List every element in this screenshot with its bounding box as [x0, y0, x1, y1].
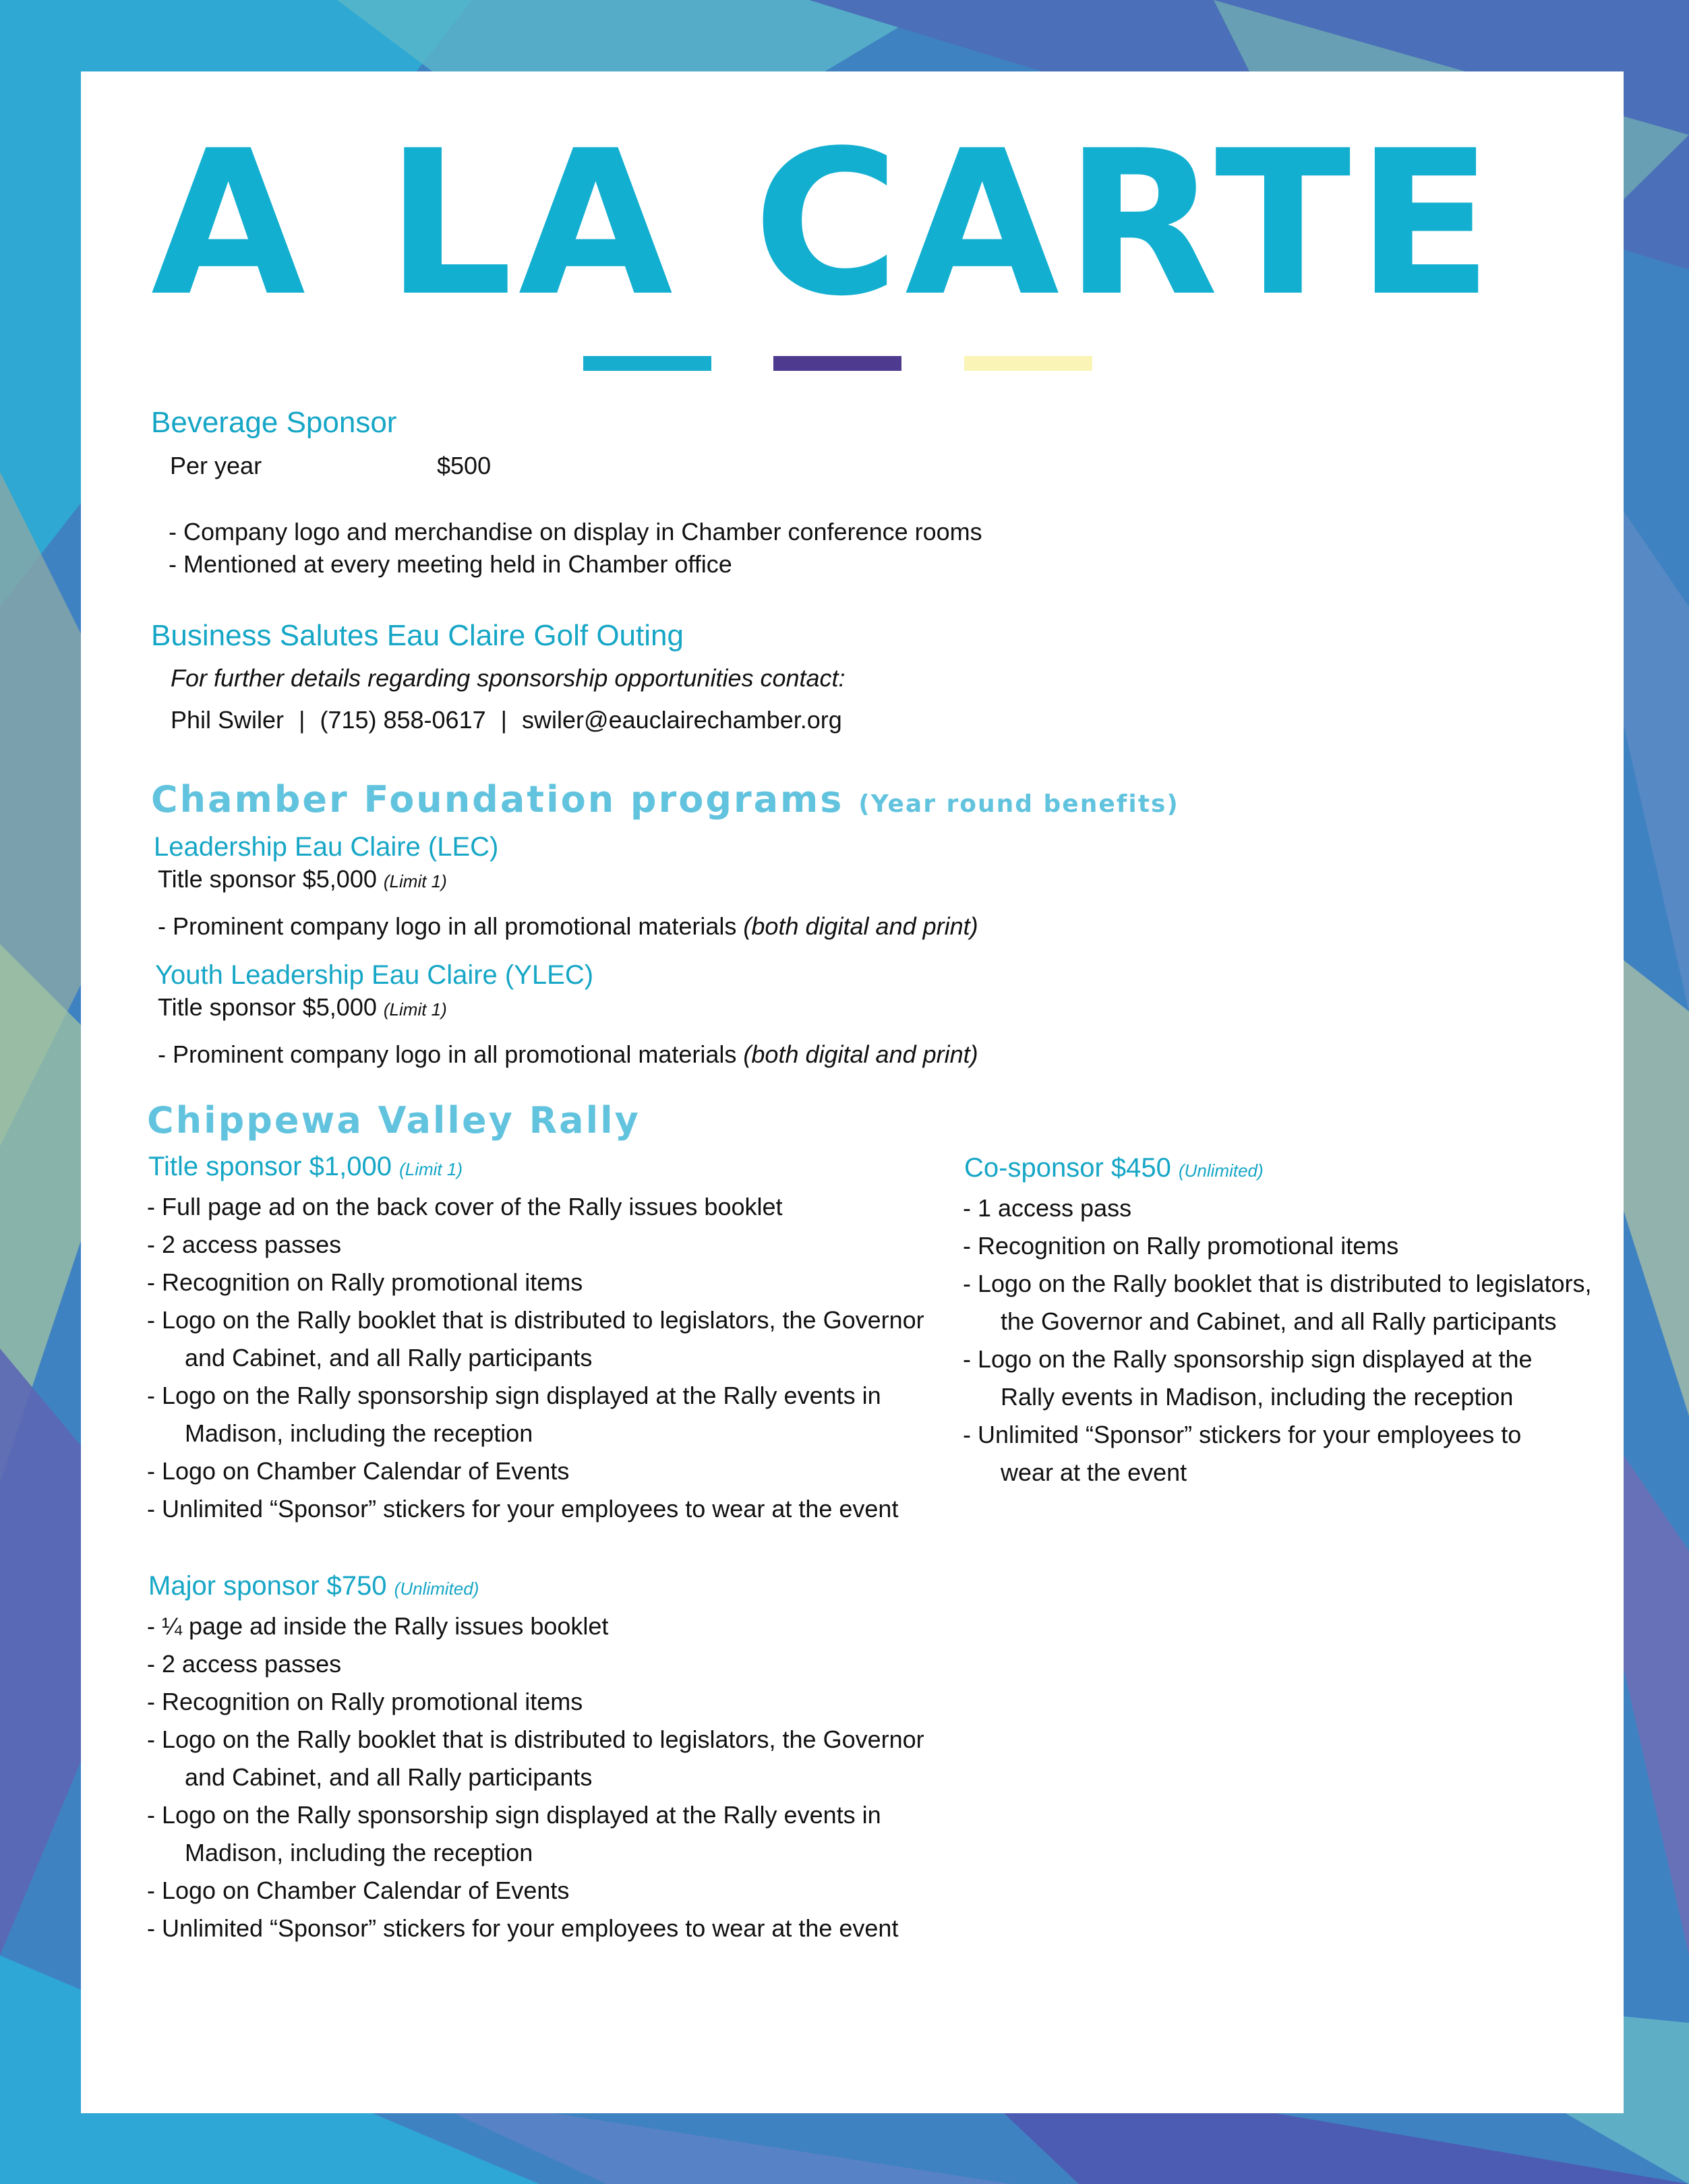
accent-bar-teal: [583, 356, 711, 371]
bullet-text: - Logo on Chamber Calendar of Events: [147, 1877, 570, 1904]
bullet-item: [147, 1910, 924, 1947]
beverage-heading: Beverage Sponsor: [151, 406, 397, 439]
program-name-lec: Leadership Eau Claire (LEC): [154, 832, 499, 862]
rally-heading: Chippewa Valley Rally: [147, 1099, 641, 1142]
bullet-item: [147, 1264, 924, 1301]
bullet-text: - ¼ page ad inside the Rally issues booklet: [147, 1612, 609, 1640]
major-sponsor-items: [147, 1607, 924, 1947]
major-sponsor-note: (Unlimited): [394, 1578, 479, 1599]
bullet-item: [147, 1490, 924, 1528]
program-limit: (Limit 1): [383, 871, 447, 891]
co-sponsor-items: [963, 1189, 1592, 1492]
program-sponsor-price: Title sponsor $5,000: [158, 993, 377, 1021]
bullet-item: [147, 1377, 924, 1452]
foundation-subtitle: (Year round benefits): [858, 790, 1179, 818]
beverage-item: - Company logo and merchandise on display in Chamber conference rooms: [169, 518, 982, 545]
bullet-text-continued: Rally events in Madison, including the reception: [1001, 1383, 1514, 1411]
contact-email: swiler@eauclairechamber.org: [522, 706, 842, 734]
beverage-price: $500: [437, 452, 492, 479]
title-sponsor-items: [147, 1188, 924, 1528]
bullet-item: [147, 1301, 924, 1377]
program-item-text: - Prominent company logo in all promotional materials: [158, 912, 737, 940]
bullet-item: [147, 1796, 924, 1872]
co-sponsor-note: (Unlimited): [1178, 1160, 1264, 1181]
bullet-item: [147, 1226, 924, 1264]
page-title: A LA CARTE: [151, 107, 1498, 340]
major-sponsor-heading: [148, 1571, 479, 1601]
accent-bar-purple: [773, 356, 901, 371]
bullet-text: - 2 access passes: [147, 1231, 342, 1258]
bullet-text: - Logo on the Rally sponsorship sign displayed at the Rally events in: [147, 1801, 881, 1829]
bullet-item: [147, 1721, 924, 1796]
bullet-text: - Logo on the Rally sponsorship sign displayed at the Rally events in: [147, 1382, 881, 1409]
bullet-text: - Logo on the Rally booklet that is distributed to legislators, the Governor: [147, 1306, 924, 1334]
bullet-text: - 1 access pass: [963, 1194, 1132, 1222]
bullet-item: [147, 1188, 924, 1226]
bullet-text-continued: and Cabinet, and all Rally participants: [185, 1763, 593, 1791]
bullet-item: [147, 1452, 924, 1490]
bullet-item: [963, 1265, 1592, 1340]
major-sponsor-label: Major sponsor $750: [148, 1571, 387, 1601]
bullet-item: [147, 1645, 924, 1683]
bullet-text: - Logo on the Rally booklet that is distributed to legislators, the Governor: [147, 1725, 924, 1753]
program-item-lec: [158, 914, 978, 939]
bullet-item: [963, 1189, 1592, 1227]
golf-heading: Business Salutes Eau Claire Golf Outing: [151, 619, 684, 652]
foundation-heading: [151, 778, 1179, 821]
bullet-text: - Recognition on Rally promotional items: [147, 1688, 583, 1715]
co-sponsor-label: Co-sponsor $450: [964, 1153, 1171, 1183]
title-sponsor-note: (Limit 1): [399, 1159, 463, 1179]
bullet-text-continued: and Cabinet, and all Rally participants: [185, 1344, 593, 1371]
bullet-text-continued: wear at the event: [1001, 1458, 1187, 1486]
contact-separator: |: [299, 706, 305, 734]
accent-bar-yellow: [964, 356, 1092, 371]
bullet-item: [963, 1340, 1592, 1416]
contact-separator: |: [500, 706, 507, 734]
title-sponsor-label: Title sponsor $1,000: [148, 1152, 392, 1181]
golf-note: For further details regarding sponsorship opportunities contact:: [171, 664, 846, 692]
program-item-text: - Prominent company logo in all promotional materials: [158, 1040, 737, 1068]
bullet-text: - Recognition on Rally promotional items: [963, 1232, 1399, 1260]
beverage-item: - Mentioned at every meeting held in Chamber office: [169, 550, 732, 578]
bullet-text: - 2 access passes: [147, 1650, 342, 1678]
program-limit: (Limit 1): [383, 999, 447, 1020]
bullet-item: [963, 1227, 1592, 1265]
bullet-text: - Logo on the Rally booklet that is distributed to legislators,: [963, 1270, 1592, 1297]
bullet-item: [963, 1416, 1592, 1492]
bullet-text: - Full page ad on the back cover of the Rally issues booklet: [147, 1193, 783, 1220]
bullet-text: - Unlimited “Sponsor” stickers for your employees to wear at the event: [147, 1914, 899, 1942]
bullet-text: - Recognition on Rally promotional items: [147, 1268, 583, 1296]
bullet-item: [147, 1683, 924, 1721]
program-item-note: (both digital and print): [743, 1040, 978, 1068]
bullet-text: - Unlimited “Sponsor” stickers for your employees to wear at the event: [147, 1495, 899, 1523]
program-sponsor-lec: [158, 867, 447, 891]
bullet-item: [147, 1607, 924, 1645]
bullet-text: - Logo on the Rally sponsorship sign displayed at the: [963, 1345, 1533, 1373]
program-item-note: (both digital and print): [743, 912, 978, 940]
program-name-ylec: Youth Leadership Eau Claire (YLEC): [155, 960, 594, 990]
co-sponsor-heading: [964, 1153, 1264, 1183]
program-sponsor-ylec: [158, 995, 447, 1020]
bullet-text: - Unlimited “Sponsor” stickers for your employees to: [963, 1421, 1522, 1448]
bullet-text-continued: Madison, including the reception: [185, 1419, 533, 1447]
program-sponsor-price: Title sponsor $5,000: [158, 865, 377, 893]
contact-name: Phil Swiler: [171, 706, 285, 734]
program-item-ylec: [158, 1042, 978, 1067]
contact-phone: (715) 858-0617: [320, 706, 486, 734]
foundation-title: Chamber Foundation programs: [151, 778, 844, 821]
beverage-term: Per year: [170, 452, 262, 479]
bullet-item: [147, 1872, 924, 1910]
title-sponsor-heading: [148, 1152, 463, 1182]
bullet-text-continued: Madison, including the reception: [185, 1839, 533, 1866]
bullet-text: - Logo on Chamber Calendar of Events: [147, 1457, 570, 1485]
content-page: [81, 71, 1624, 2113]
bullet-text-continued: the Governor and Cabinet, and all Rally participants: [1001, 1307, 1557, 1335]
golf-contact: [171, 708, 842, 732]
